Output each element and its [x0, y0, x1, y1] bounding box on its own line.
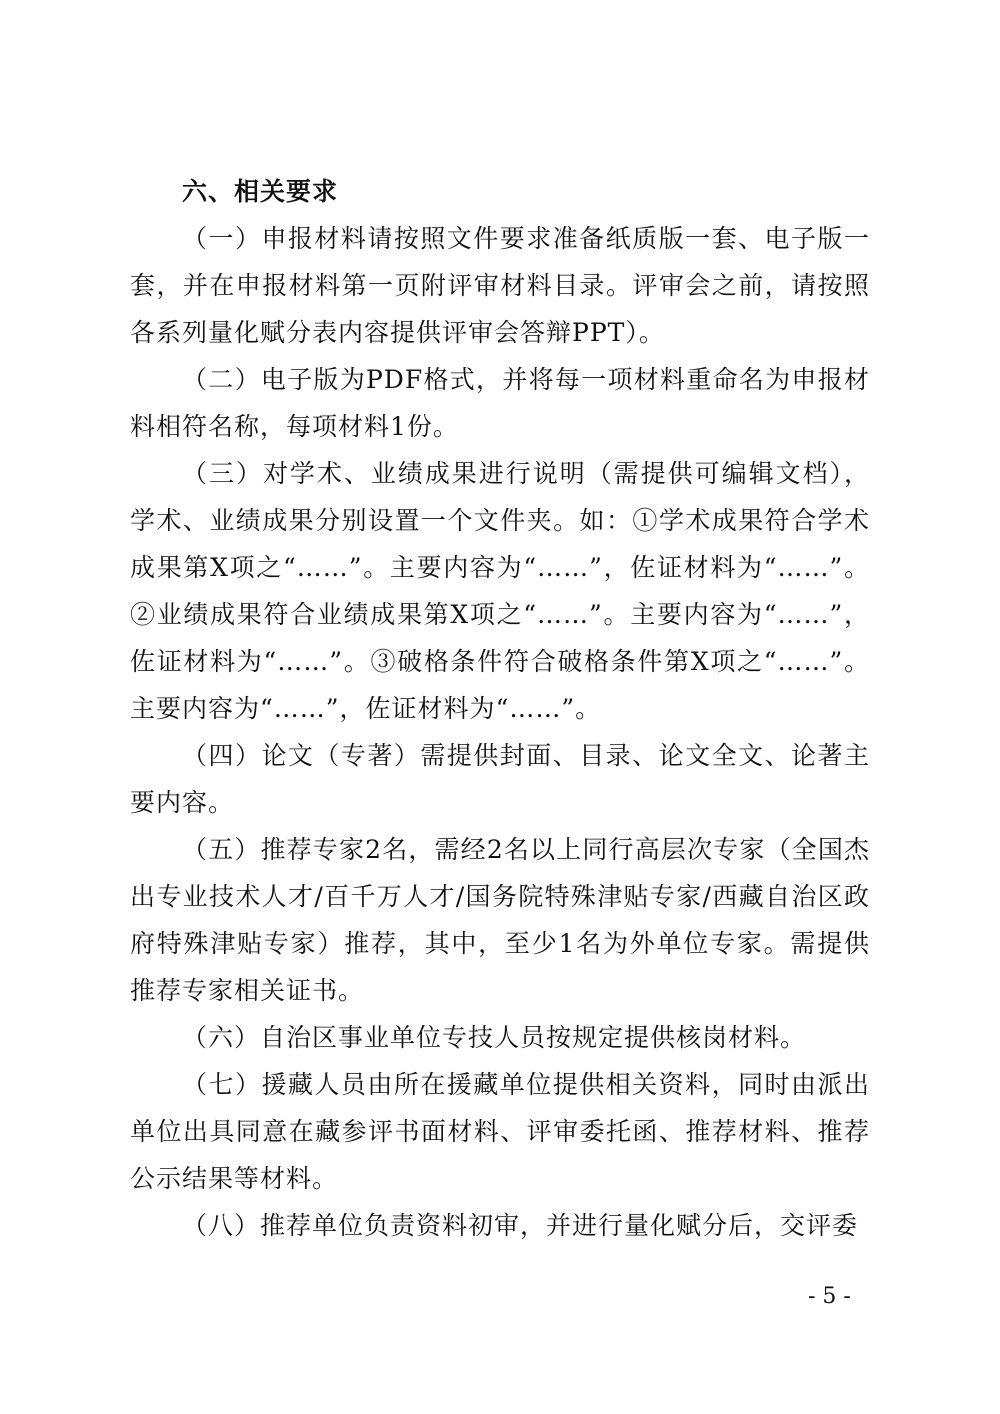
paragraph-7: （七）援藏人员由所在援藏单位提供相关资料，同时由派出单位出具同意在藏参评书面材料、评审委托函、推荐材料、推荐公示结果等材料。 [130, 1070, 870, 1193]
paragraph-8: （八）推荐单位负责资料初审，并进行量化赋分后，交评委 [182, 1211, 859, 1240]
paragraph-2: （二）电子版为PDF格式，并将每一项材料重命名为申报材料相符名称，每项材料1份。 [130, 365, 870, 441]
page-number: - 5 - [808, 1284, 851, 1309]
paragraph-1: （一）申报材料请按照文件要求准备纸质版一套、电子版一套，并在申报材料第一页附评审材料目录。评审会之前，请按照各系列量化赋分表内容提供评审会答辩PPT）。 [130, 224, 870, 347]
paragraph-4: （四）论文（专著）需提供封面、目录、论文全文、论著主要内容。 [130, 741, 870, 817]
document-body [130, 168, 870, 1249]
paragraph-3: （三）对学术、业绩成果进行说明（需提供可编辑文档），学术、业绩成果分别设置一个文件夹。如：①学术成果符合学术成果第X项之“……”。主要内容为“……”，佐证材料为“……”。②业绩成果符合业绩成果第X项之“……”。主要内容为“……”，佐证材料为“……”。③破格条件符合破格条件第X项之“……”。主要内容为“……”，佐证材料为“……”。 [130, 459, 870, 723]
paragraph-6: （六）自治区事业单位专技人员按规定提供核岗材料。 [182, 1023, 807, 1052]
paragraph-5: （五）推荐专家2名，需经2名以上同行高层次专家（全国杰出专业技术人才/百千万人才/国务院特殊津贴专家/西藏自治区政府特殊津贴专家）推荐，其中，至少1名为外单位专家。需提供推荐专家相关证书。 [130, 835, 870, 1005]
section-heading: 六、相关要求 [182, 177, 339, 206]
